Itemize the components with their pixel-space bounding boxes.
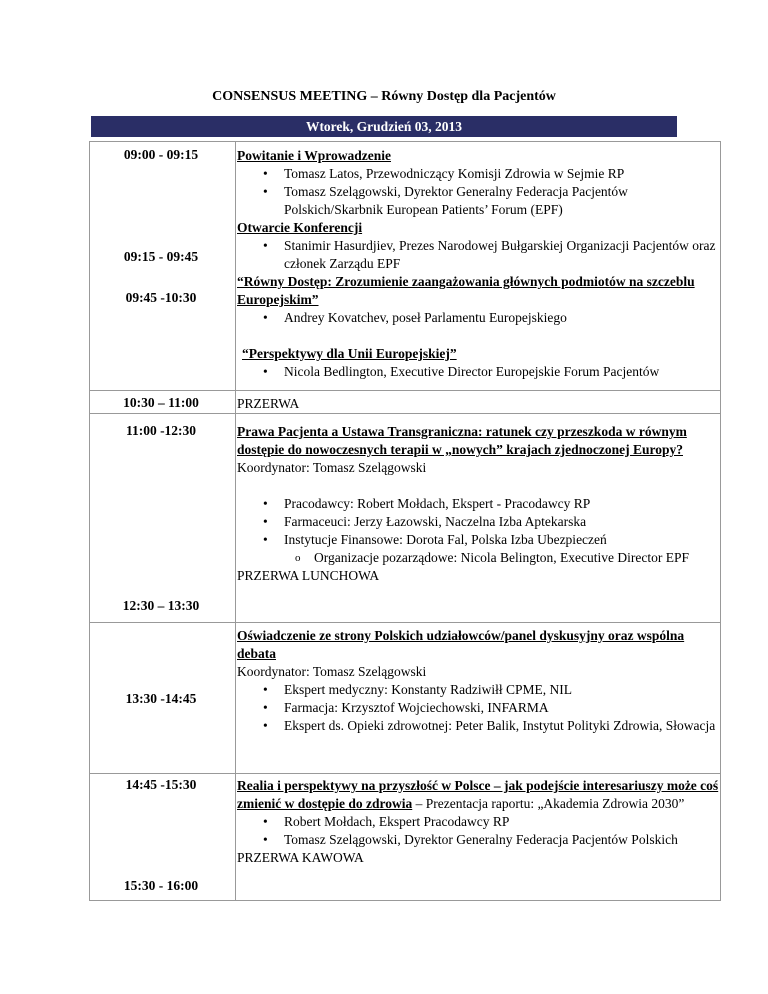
speaker-item: • Andrey Kovatchev, poseł Parlamentu Europejskiego — [237, 309, 719, 327]
session-heading: Prawa Pacjenta a Ustawa Transgraniczna: ratunek czy przeszkoda w równym dostępie do nowoczesnych terapii w „nowych” krajach zjednoczonej Europy? — [237, 424, 687, 457]
time-slot: 09:00 - 09:15 — [123, 147, 199, 162]
session-heading: Oświadczenie ze strony Polskich udziałowców/panel dyskusyjny oraz wspólna debata — [237, 628, 685, 661]
speaker-item: • Tomasz Latos, Przewodniczący Komisji Zdrowia w Sejmie RP — [237, 165, 719, 183]
column-divider — [720, 141, 721, 901]
row-divider — [89, 390, 721, 391]
session-heading: Otwarcie Konferencji — [237, 220, 363, 235]
page-title: CONSENSUS MEETING – Równy Dostęp dla Pacjentów — [212, 89, 556, 104]
speaker-item: • Nicola Bedlington, Executive Director Europejskie Forum Pacjentów — [237, 363, 719, 381]
session-heading: Powitanie i Wprowadzenie — [237, 148, 391, 163]
speaker-item: • Robert Mołdach, Ekspert Pracodawcy RP — [237, 813, 719, 831]
session-opening — [237, 147, 719, 381]
break-text: PRZERWA KAWOWA — [237, 850, 364, 865]
row-divider — [89, 622, 721, 623]
time-slot: 09:45 -10:30 — [125, 290, 197, 305]
speaker-item: • Instytucje Finansowe: Dorota Fal, Polska Izba Ubezpieczeń — [237, 531, 719, 549]
session-heading: “Równy Dostęp: Zrozumienie zaangażowania głównych podmiotów na szczeblu Europejskim” — [237, 274, 695, 307]
coordinator: Koordynator: Tomasz Szelągowski — [237, 664, 427, 679]
time-slot: 15:30 - 16:00 — [123, 878, 199, 893]
coordinator: Koordynator: Tomasz Szelągowski — [237, 460, 427, 475]
speaker-item: • Ekspert medyczny: Konstanty Radziwiłł CPME, NIL — [237, 681, 719, 699]
time-slot: 12:30 – 13:30 — [122, 598, 200, 613]
speaker-item: • Tomasz Szelągowski, Dyrektor Generalny Federacja Pacjentów Polskich — [237, 831, 719, 849]
session-report — [237, 777, 719, 867]
session-cross-border — [237, 423, 719, 585]
time-slot: 11:00 -12:30 — [125, 423, 197, 438]
speaker-item: • Pracodawcy: Robert Mołdach, Ekspert - Pracodawcy RP — [237, 495, 719, 513]
session-heading: Realia i perspektywy na przyszłość w Polsce – jak podejście interesariuszy może coś zmienić w dostępie do zdrowia — [237, 778, 719, 811]
speaker-subitem: o Organizacje pozarządowe: Nicola Belington, Executive Director EPF — [237, 549, 719, 567]
session-heading-rest: – Prezentacja raportu: „Akademia Zdrowia 2030” — [412, 796, 685, 811]
time-slot: 09:15 - 09:45 — [123, 249, 199, 264]
row-divider — [89, 900, 721, 901]
break-text: PRZERWA — [237, 396, 300, 411]
break-text: PRZERWA LUNCHOWA — [237, 568, 380, 583]
agenda-table — [89, 141, 721, 901]
time-slot: 10:30 – 11:00 — [123, 395, 199, 410]
session-panel — [237, 627, 719, 735]
speaker-item: • Farmacja: Krzysztof Wojciechowski, INFARMA — [237, 699, 719, 717]
row-divider — [89, 141, 721, 142]
speaker-item: • Farmaceuci: Jerzy Łazowski, Naczelna Izba Aptekarska — [237, 513, 719, 531]
row-divider — [89, 773, 721, 774]
session-subheading: “Perspektywy dla Unii Europejskiej” — [242, 346, 457, 361]
day-header: Wtorek, Grudzień 03, 2013 — [91, 116, 677, 137]
row-divider — [89, 413, 721, 414]
time-slot: 13:30 -14:45 — [125, 691, 197, 706]
column-divider — [235, 141, 236, 901]
time-slot: 14:45 -15:30 — [125, 777, 197, 792]
speaker-item: • Tomasz Szelągowski, Dyrektor Generalny Federacja Pacjentów Polskich/Skarbnik European Patients’ Forum (EPF) — [237, 183, 719, 219]
speaker-item: • Stanimir Hasurdjiev, Prezes Narodowej Bułgarskiej Organizacji Pacjentów oraz członek Zarządu EPF — [237, 237, 719, 273]
speaker-item: • Ekspert ds. Opieki zdrowotnej: Peter Balik, Instytut Polityki Zdrowia, Słowacja — [237, 717, 719, 735]
